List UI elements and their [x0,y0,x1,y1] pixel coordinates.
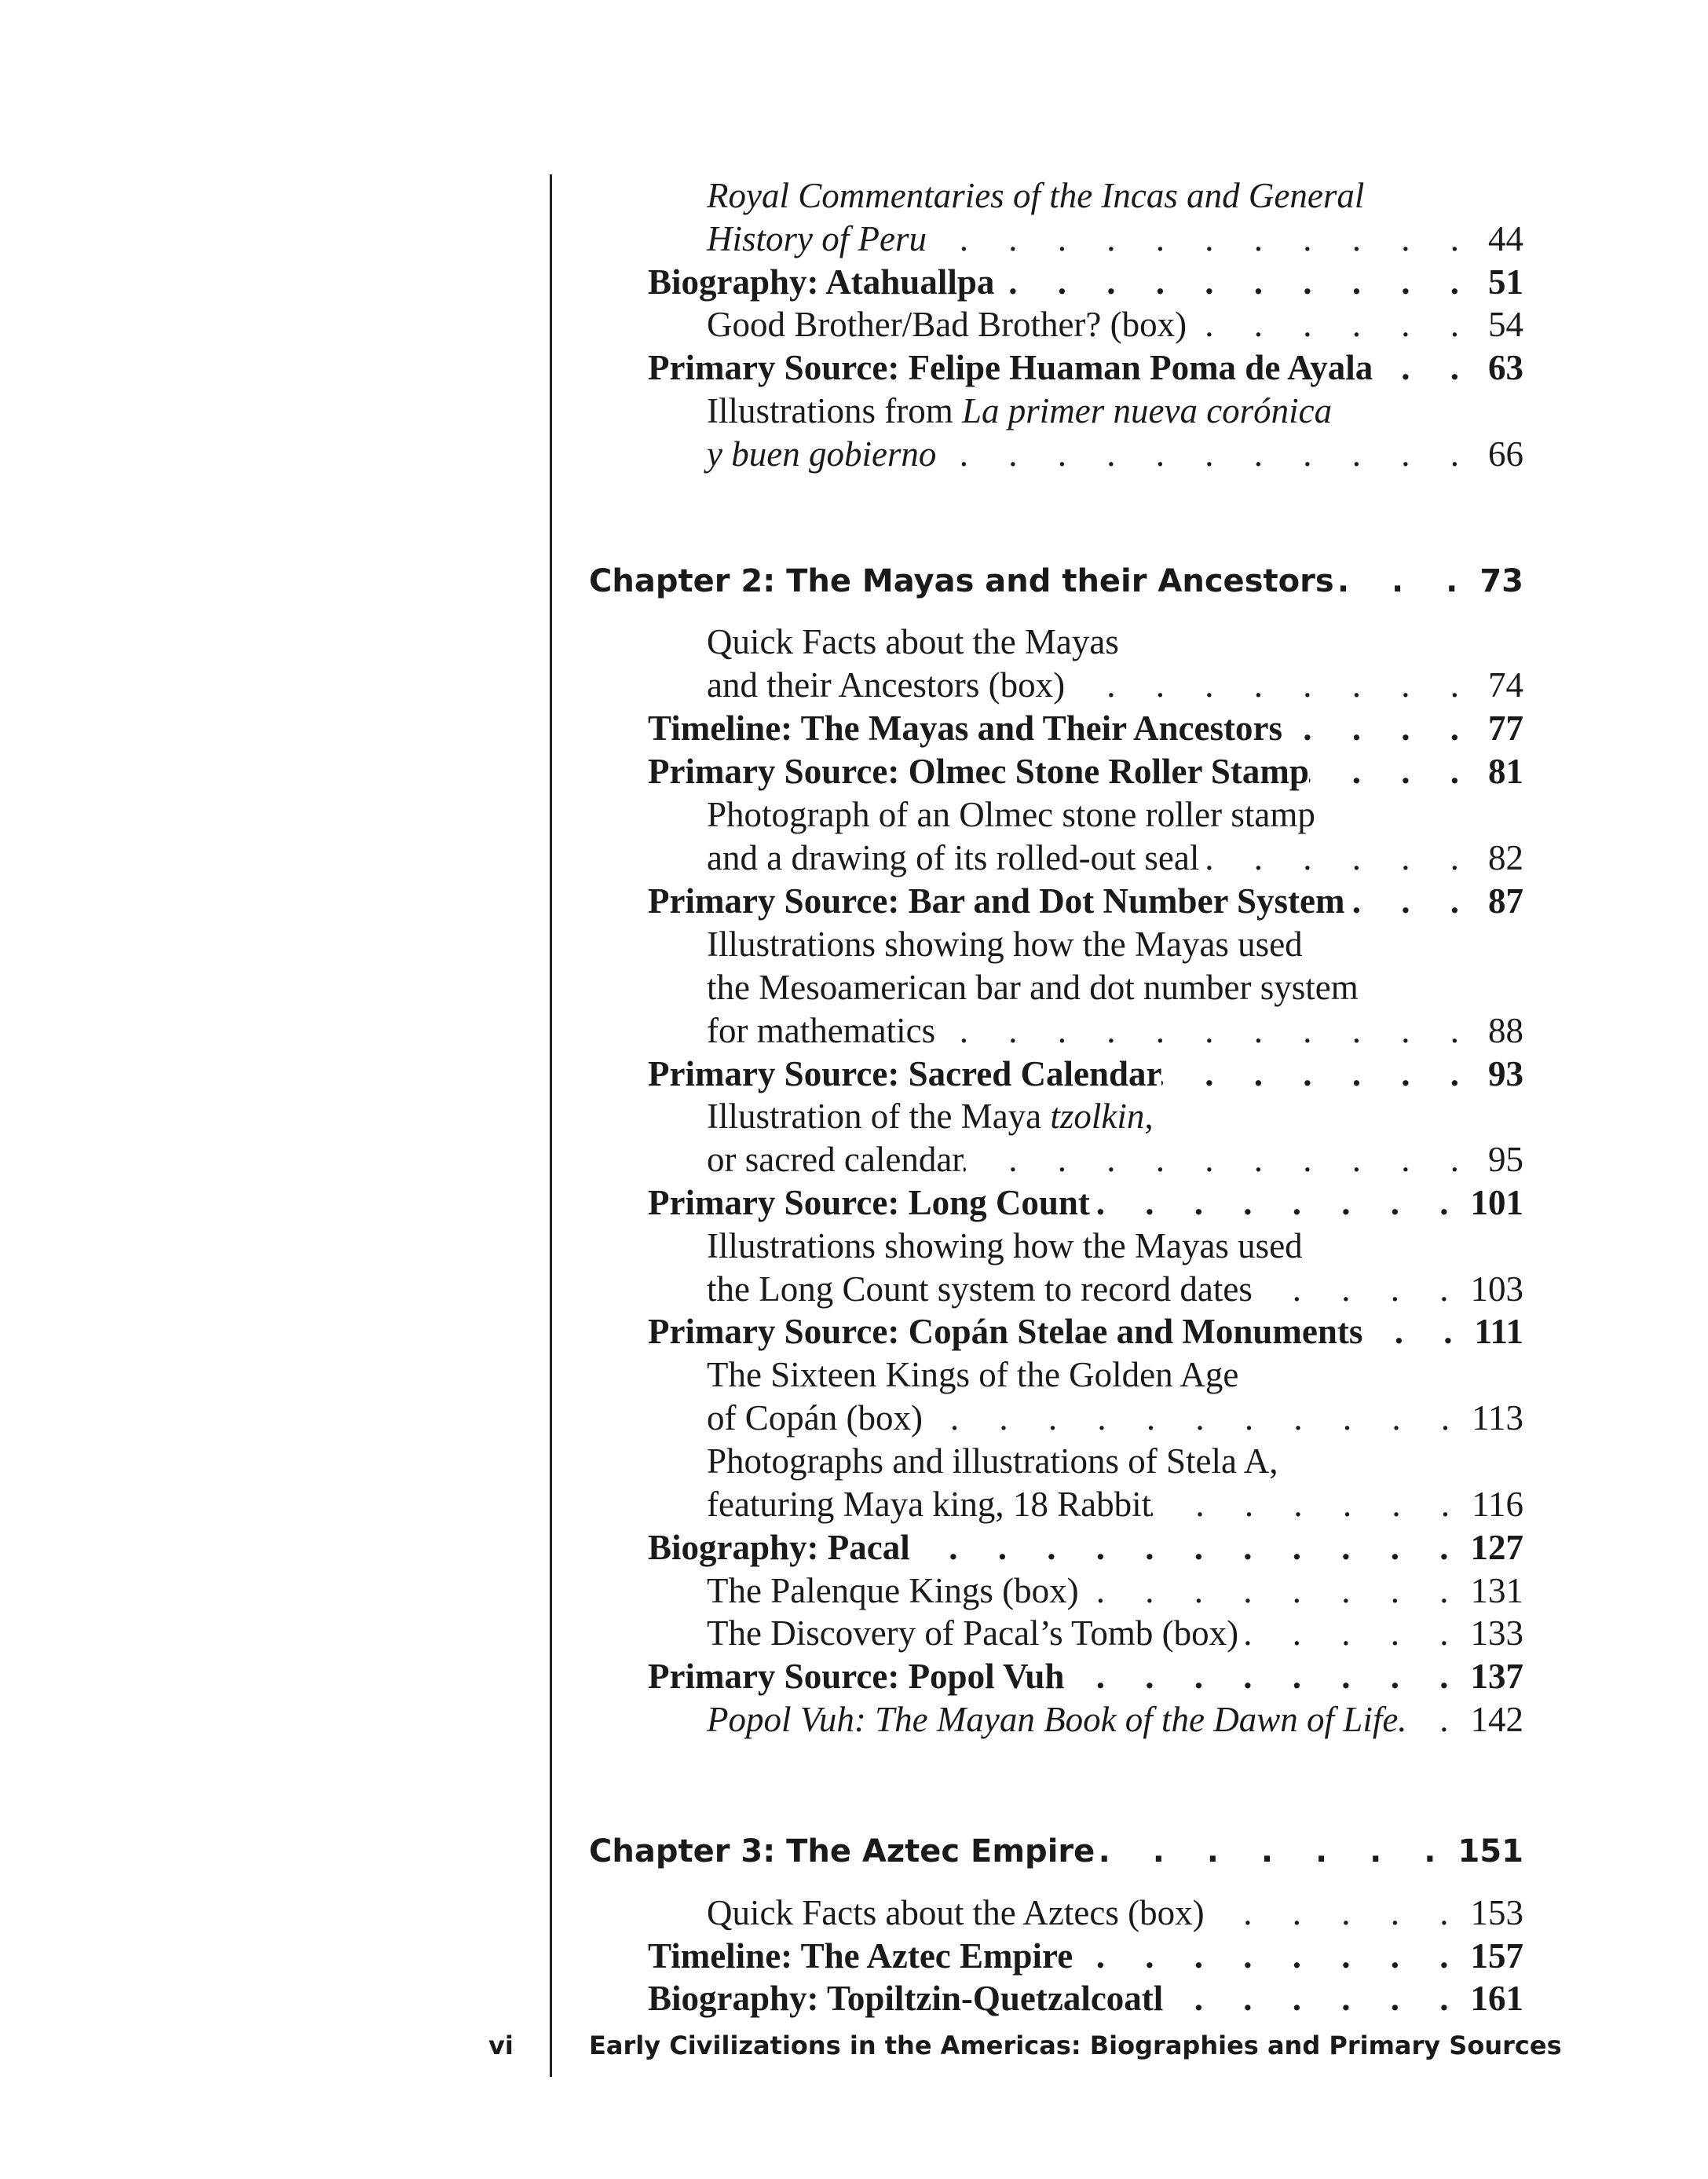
entry-title [707,1095,1154,1137]
entry-title: The Palenque Kings (box) [707,1571,1079,1610]
page-number: 103 [1470,1269,1523,1309]
entry-text: Illustration of the Maya [707,1097,1051,1136]
entry-title: Biography: Atahuallpa [648,262,995,302]
italic-title: La primer nueva corónica [961,391,1333,430]
entry-title: Biography: Topiltzin-Quetzalcoatl [648,1979,1164,2018]
entry-title: the Mesoamerican bar and dot number system [707,968,1359,1007]
entry-text: Illustrations from [707,391,962,430]
entry-title: Chapter 2: The Mayas and their Ancestors [589,563,1334,599]
page-number: 88 [1488,1011,1523,1050]
toc-entry [707,1698,1523,1741]
toc-entry [648,346,1523,389]
toc-entry [707,966,1523,1009]
toc-entry [648,1053,1523,1095]
footer-page-number: vi [488,2031,514,2060]
toc-entry [707,1612,1523,1654]
page-number: 44 [1488,219,1523,258]
dot-leader [1362,1310,1468,1353]
dot-leader [1161,1053,1475,1095]
toc-entry [707,1569,1523,1612]
page-number: 82 [1488,838,1523,877]
dot-leader [994,261,1475,303]
footer-book-title: Early Civilizations in the Americas: Biographies and Primary Sources [589,2031,1562,2060]
entry-title: Good Brother/Bad Brother? (box) [707,305,1187,344]
toc-entry [707,793,1523,836]
toc-entry [648,1181,1523,1224]
entry-title: and their Ancestors (box) [707,665,1066,705]
page-number: 51 [1488,262,1523,302]
page-number: 113 [1472,1398,1523,1437]
dot-leader [936,433,1475,475]
toc-entry [707,1397,1523,1439]
page-number: 116 [1472,1485,1523,1524]
page-number: 151 [1457,1833,1523,1870]
dot-leader [1199,837,1475,879]
page-number: 81 [1488,752,1523,791]
toc-entry [707,390,1523,432]
chapter-entry [589,560,1523,602]
entry-title: Primary Source: Long Count [648,1183,1090,1222]
page-number: 74 [1488,665,1523,705]
page-number: 93 [1488,1054,1523,1093]
entry-title: Primary Source: Popol Vuh [648,1657,1065,1696]
page-number: 101 [1470,1183,1523,1222]
entry-title: Primary Source: Copán Stelae and Monuments [648,1312,1363,1351]
entry-title: Primary Source: Bar and Dot Number System [648,881,1345,921]
italic-title: tzolkin, [1050,1097,1154,1136]
dot-leader [1065,664,1475,706]
toc-entry [707,218,1523,260]
entry-title [707,390,1332,432]
dot-leader [1079,1569,1465,1612]
dot-leader [923,1397,1465,1439]
dot-leader [1334,560,1474,602]
entry-title: Quick Facts about the Mayas [707,622,1119,661]
dot-leader [1205,1892,1465,1934]
entry-title: or sacred calendar [707,1140,964,1179]
toc-entry [648,1655,1523,1697]
toc-entry [707,433,1523,475]
dot-leader [1282,707,1475,749]
entry-title: the Long Count system to record dates [707,1269,1253,1309]
entry-title: featuring Maya king, 18 Rabbit [707,1485,1152,1524]
entry-title: Illustrations showing how the Mayas used [707,925,1303,964]
entry-title: Photograph of an Olmec stone roller stamp [707,795,1315,834]
entry-title: Royal Commentaries of the Incas and General [707,176,1365,215]
page-number: 63 [1488,348,1523,387]
page-number: 157 [1470,1936,1523,1976]
dot-leader [1187,303,1475,346]
page-number: 111 [1474,1312,1523,1351]
toc-entry [707,621,1523,663]
entry-title: Chapter 3: The Aztec Empire [589,1833,1095,1870]
page-number: 127 [1470,1528,1523,1567]
toc-entry [648,1310,1523,1353]
dot-leader [1253,1268,1465,1310]
entry-title: y buen gobierno [707,434,937,474]
chapter-entry [589,1830,1523,1873]
page-number: 87 [1488,881,1523,921]
dot-leader [1344,880,1475,922]
page-number: 137 [1470,1657,1523,1696]
toc-entry [648,880,1523,922]
dot-leader [1238,1612,1464,1654]
toc-entry [707,1483,1523,1525]
toc-entry [707,1095,1523,1137]
toc-entry [648,1977,1523,2020]
page-number: 66 [1488,434,1523,474]
toc-entry [707,174,1523,217]
page-number: 161 [1470,1979,1523,2018]
entry-title: The Sixteen Kings of the Golden Age [707,1355,1239,1394]
toc-entry [707,1353,1523,1396]
entry-title: of Copán (box) [707,1398,923,1437]
toc-entry [648,1526,1523,1569]
entry-title: History of Peru [707,219,927,258]
entry-title: Primary Source: Felipe Huaman Poma de Ayala [648,348,1373,387]
dot-leader [1090,1181,1465,1224]
toc-entry [648,1935,1523,1977]
entry-title: for mathematics [707,1011,936,1050]
toc-entry [707,1268,1523,1310]
dot-leader [927,218,1475,260]
entry-title: Illustrations showing how the Mayas used [707,1226,1303,1265]
toc-entry [648,261,1523,303]
dot-leader [1309,750,1475,793]
dot-leader [964,1138,1475,1181]
dot-leader [1151,1483,1465,1525]
dot-leader [1073,1935,1464,1977]
page-number: 153 [1470,1893,1523,1932]
page-number: 95 [1488,1140,1523,1179]
dot-leader [1095,1830,1451,1873]
entry-title: The Discovery of Pacal’s Tomb (box) [707,1613,1239,1653]
page-number: 131 [1470,1571,1523,1610]
dot-leader [910,1526,1465,1569]
toc-entry [707,1225,1523,1267]
entry-title: Biography: Pacal [648,1528,910,1567]
toc-entry [707,1009,1523,1052]
entry-title: Timeline: The Mayas and Their Ancestors [648,709,1282,748]
entry-title: Primary Source: Sacred Calendar [648,1054,1162,1093]
entry-title: Photographs and illustrations of Stela A, [707,1441,1278,1481]
toc-entry [707,1892,1523,1934]
toc-entry [707,923,1523,965]
page-number: 54 [1488,305,1523,344]
dot-leader [1407,1698,1465,1741]
entry-title: and a drawing of its rolled-out seal [707,838,1200,877]
toc-entry [707,1138,1523,1181]
page-number: 73 [1479,563,1523,599]
page-number: 142 [1470,1700,1523,1739]
toc-entry [707,1440,1523,1482]
page-number: 133 [1470,1613,1523,1653]
dot-leader [935,1009,1475,1052]
dot-leader [1163,1977,1464,2020]
entry-title: Quick Facts about the Aztecs (box) [707,1893,1205,1932]
toc-entry [648,707,1523,749]
toc-entry [707,303,1523,346]
entry-title: Popol Vuh: The Mayan Book of the Dawn of Life. [707,1700,1407,1739]
entry-title: Timeline: The Aztec Empire [648,1936,1073,1976]
toc-entry [707,664,1523,706]
entry-title: Primary Source: Olmec Stone Roller Stamp [648,752,1309,791]
toc-entry [648,750,1523,793]
dot-leader [1064,1655,1464,1697]
page-number: 77 [1488,709,1523,748]
dot-leader [1373,346,1475,389]
toc-entry [707,837,1523,879]
